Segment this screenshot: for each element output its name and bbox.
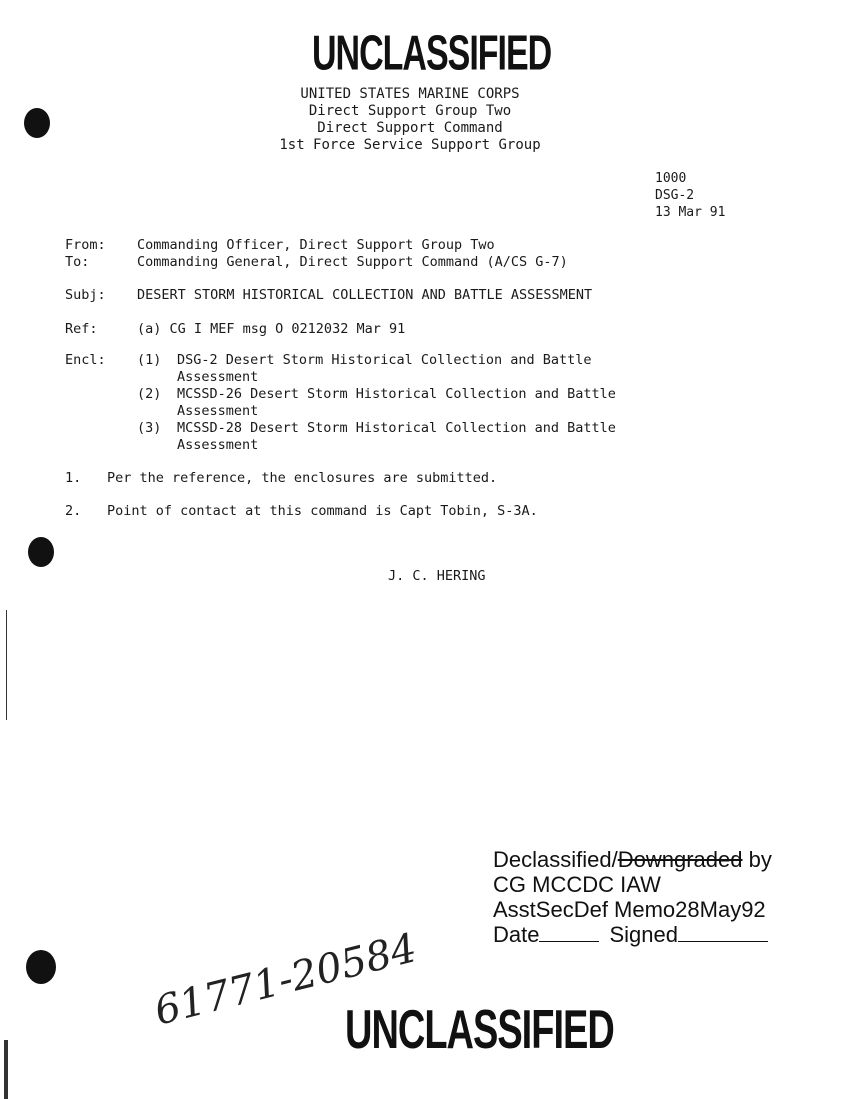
- subject-line: [65, 287, 592, 304]
- declass-declassified: Declassified/: [493, 847, 618, 872]
- to-label: To:: [65, 254, 90, 270]
- letter-date: 13 Mar 91: [655, 205, 726, 220]
- classification-stamp-top: UNCLASSIFIED: [312, 26, 552, 82]
- from-value: Commanding Officer, Direct Support Group Two: [137, 237, 495, 253]
- office-code: DSG-2: [655, 188, 695, 203]
- declass-downgraded: Downgraded: [617, 847, 743, 872]
- enclosure-2-line1: MCSSD-26 Desert Storm Historical Collection and Battle: [177, 386, 616, 402]
- declass-signed-blank: [678, 941, 768, 942]
- enclosure-3-line2: Assessment: [177, 437, 259, 453]
- enclosure-label-row: [65, 352, 137, 369]
- paragraph-1-text: Per the reference, the enclosures are submitted.: [107, 470, 498, 486]
- enclosure-2: [137, 386, 616, 403]
- from-label: From:: [65, 237, 106, 253]
- paragraph-1: [65, 470, 497, 487]
- from-line: [65, 237, 495, 254]
- declass-line-3: AsstSecDef Memo28May92: [493, 897, 766, 922]
- reference-line: [65, 321, 405, 338]
- paragraph-2-num: 2.: [65, 503, 82, 519]
- signature-block: J. C. HERING: [388, 568, 486, 584]
- enclosure-2-num: (2): [137, 386, 162, 402]
- reference-label: Ref:: [65, 321, 98, 337]
- enclosure-1-line1: DSG-2 Desert Storm Historical Collection and Battle: [177, 352, 592, 368]
- enclosure-3: [137, 420, 616, 437]
- declass-line-1: [493, 848, 772, 872]
- punch-hole-1: [24, 108, 50, 138]
- enclosure-3-num: (3): [137, 420, 162, 436]
- to-line: [65, 254, 568, 271]
- declass-date: Date: [493, 922, 540, 947]
- letterhead-line-3: Direct Support Command: [317, 120, 503, 136]
- to-value: Commanding General, Direct Support Command (A/CS G-7): [137, 254, 568, 270]
- handwritten-number: 61771-20584: [150, 925, 422, 1035]
- declass-signed: Signed: [609, 922, 678, 947]
- subject-label: Subj:: [65, 287, 106, 303]
- enclosure-1: [137, 352, 592, 369]
- paragraph-2-text: Point of contact at this command is Capt Tobin, S-3A.: [107, 503, 538, 519]
- punch-hole-2: [28, 537, 54, 567]
- scan-edge-line-2: [4, 1040, 8, 1099]
- enclosure-3-line1: MCSSD-28 Desert Storm Historical Collection and Battle: [177, 420, 616, 436]
- letterhead-line-2: Direct Support Group Two: [308, 103, 512, 119]
- enclosure-label: Encl:: [65, 352, 106, 368]
- enclosure-1-num: (1): [137, 352, 162, 368]
- declass-date-blank: [539, 941, 599, 942]
- reference-value: (a) CG I MEF msg O 0212032 Mar 91: [137, 321, 406, 337]
- declass-line-4: [493, 923, 768, 947]
- ssic-code: 1000: [655, 171, 687, 186]
- letterhead-line-1: UNITED STATES MARINE CORPS: [300, 86, 520, 102]
- punch-hole-3: [26, 950, 56, 984]
- letterhead-line-4: 1st Force Service Support Group: [279, 137, 541, 153]
- paragraph-2: [65, 503, 538, 520]
- classification-stamp-bottom: UNCLASSIFIED: [345, 1000, 614, 1061]
- enclosure-1-line2: Assessment: [177, 369, 259, 385]
- enclosure-2-line2: Assessment: [177, 403, 259, 419]
- declass-by: by: [742, 847, 772, 872]
- paragraph-1-num: 1.: [65, 470, 82, 486]
- subject-value: DESERT STORM HISTORICAL COLLECTION AND BATTLE ASSESSMENT: [137, 287, 593, 303]
- scan-edge-line-1: [6, 610, 7, 720]
- declass-line-2: CG MCCDC IAW: [493, 872, 661, 897]
